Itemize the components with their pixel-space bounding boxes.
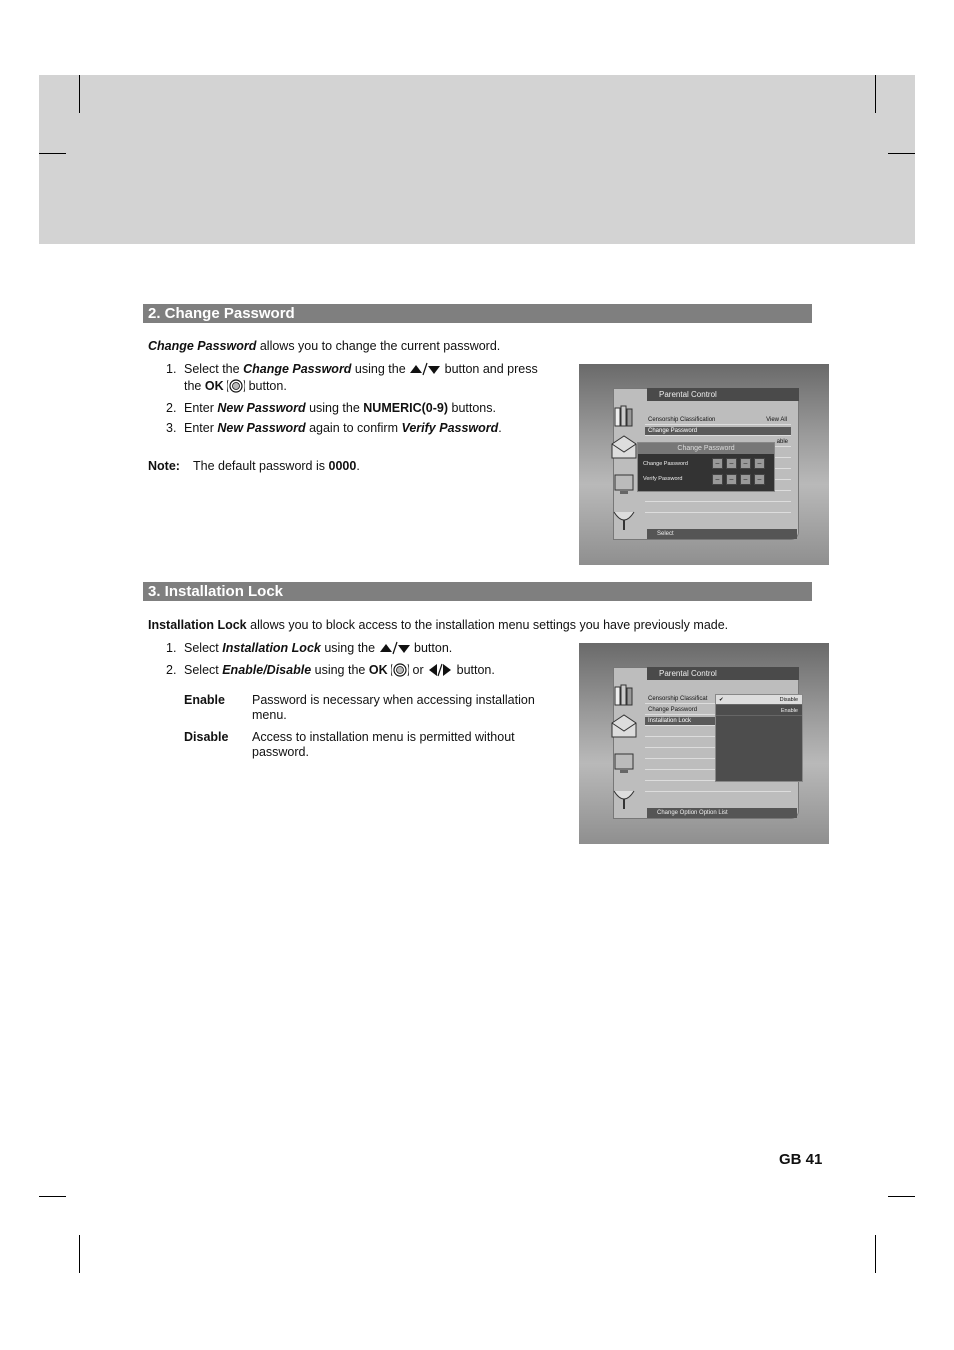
- crop-mark: [888, 153, 915, 154]
- installation-lock-step-2: Select Enable/Disable using the OK or button.: [184, 663, 495, 677]
- ok-button-icon: [391, 663, 409, 677]
- screen-title: Parental Control: [647, 388, 799, 401]
- password-digit-box: –: [740, 474, 751, 485]
- crop-mark: [39, 153, 66, 154]
- step-number: 2.: [166, 401, 177, 415]
- crop-mark: [875, 75, 876, 113]
- note-label: Note:: [148, 459, 180, 473]
- screen-footer: Select: [647, 529, 797, 539]
- menu-row-empty: [645, 504, 791, 513]
- change-password-step-1: Select the Change Password using the button and press: [184, 362, 538, 376]
- section-heading-change-password: 2. Change Password: [143, 304, 812, 323]
- envelope-icon: [609, 713, 639, 741]
- header-band: [39, 75, 915, 244]
- left-right-arrows-icon: [427, 663, 453, 677]
- change-password-dialog: [637, 442, 775, 492]
- password-digit-box: –: [712, 474, 723, 485]
- dialog-label: Change Password: [643, 461, 688, 467]
- step-number: 2.: [166, 663, 177, 677]
- menu-row-installation: able: [645, 438, 791, 447]
- menu-row-censorship: Censorship Classificat: [645, 695, 791, 704]
- menu-row-installation-lock: Installation Lock: [645, 717, 791, 726]
- enable-term: Enable: [184, 693, 225, 707]
- section-heading-installation-lock: 3. Installation Lock: [143, 582, 812, 601]
- crop-mark: [79, 75, 80, 113]
- ok-button-icon: [227, 379, 245, 393]
- change-password-step-1-cont: the OK button.: [184, 379, 287, 393]
- disable-description: password.: [252, 745, 309, 759]
- crop-mark: [39, 1196, 66, 1197]
- installation-lock-intro: Installation Lock allows you to block access to the installation menu settings you have previously made.: [148, 618, 729, 632]
- dialog-title: Change Password: [638, 443, 774, 454]
- change-password-step-3: Enter New Password again to confirm Verify Password.: [184, 421, 502, 435]
- crop-mark: [79, 1235, 80, 1273]
- satellite-dish-icon: [609, 504, 639, 532]
- menu-row-empty: [645, 493, 791, 502]
- change-password-step-2: Enter New Password using the NUMERIC(0-9) buttons.: [184, 401, 496, 415]
- crop-mark: [888, 1196, 915, 1197]
- password-digit-box: –: [726, 458, 737, 469]
- step-number: 1.: [166, 641, 177, 655]
- enable-description: menu.: [252, 708, 287, 722]
- tv-screen-installation-lock: [579, 643, 829, 844]
- screen-footer: Change Option Option List: [647, 808, 797, 818]
- up-down-arrows-icon: [409, 362, 441, 376]
- dialog-label: Verify Password: [643, 476, 683, 482]
- menu-row-change-password: Change Password: [645, 706, 791, 715]
- enable-description: Password is necessary when accessing installation: [252, 693, 535, 707]
- page-number: GB 41: [779, 1151, 823, 1168]
- books-icon: [609, 402, 639, 430]
- password-digit-box: –: [740, 458, 751, 469]
- password-digit-box: –: [754, 458, 765, 469]
- menu-row-censorship: Censorship Classification View All: [645, 416, 791, 425]
- option-enable: Enable: [716, 706, 802, 716]
- password-digit-box: –: [712, 458, 723, 469]
- envelope-icon: [609, 434, 639, 462]
- monitor-icon: [609, 470, 639, 498]
- books-icon: [609, 681, 639, 709]
- option-disable: ✔ Disable: [716, 695, 802, 705]
- password-digit-box: –: [726, 474, 737, 485]
- step-number: 3.: [166, 421, 177, 435]
- note-text: The default password is 0000.: [193, 459, 360, 473]
- check-icon: ✔: [719, 697, 724, 703]
- satellite-dish-icon: [609, 783, 639, 811]
- disable-term: Disable: [184, 730, 229, 744]
- up-down-arrows-icon: [379, 641, 411, 655]
- password-digit-box: –: [754, 474, 765, 485]
- menu-row-change-password: Change Password: [645, 427, 791, 436]
- option-list: [715, 694, 803, 782]
- crop-mark: [875, 1235, 876, 1273]
- menu-row-empty: [645, 783, 791, 792]
- installation-lock-step-1: Select Installation Lock using the button.: [184, 641, 453, 655]
- screen-title: Parental Control: [647, 667, 799, 680]
- change-password-intro: Change Password allows you to change the current password.: [148, 339, 501, 353]
- monitor-icon: [609, 749, 639, 777]
- disable-description: Access to installation menu is permitted without: [252, 730, 515, 744]
- tv-screen-change-password: [579, 364, 829, 565]
- step-number: 1.: [166, 362, 177, 376]
